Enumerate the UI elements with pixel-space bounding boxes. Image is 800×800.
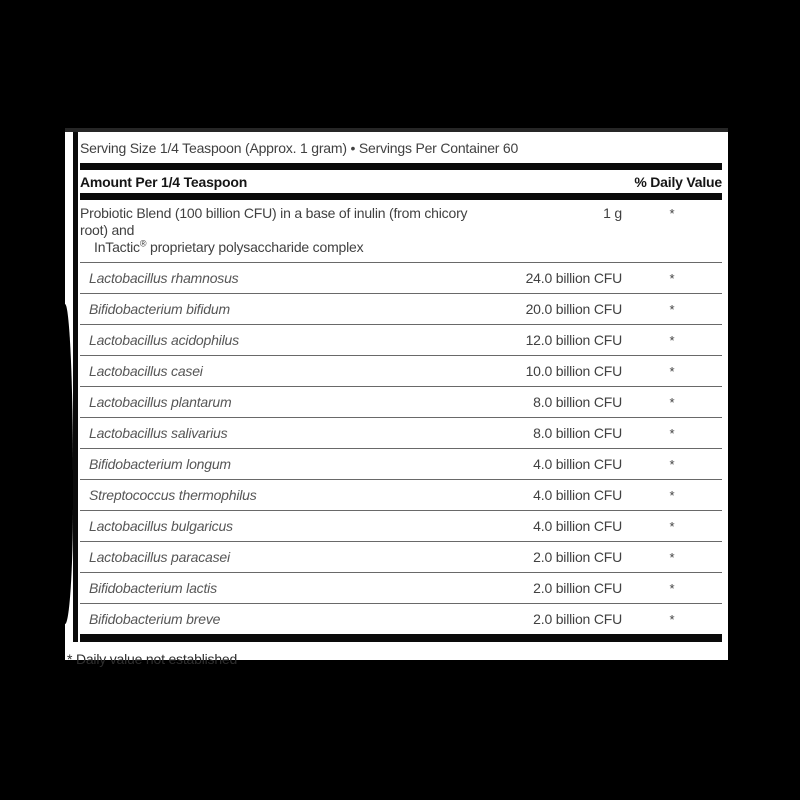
serving-size-line: Serving Size 1/4 Teaspoon (Approx. 1 gram) • Servings Per Container 60 (80, 139, 519, 156)
ingredient-amount: 2.0 billion CFU (533, 548, 622, 565)
ingredient-daily-value: * (669, 394, 675, 410)
blend-name-line2 (80, 239, 492, 256)
thick-rule-top (80, 163, 722, 170)
ingredient-row (80, 387, 722, 418)
ingredient-name: Streptococcus thermophilus (89, 487, 257, 503)
probiotic-blend-name (80, 205, 492, 256)
supplement-facts-label (65, 128, 728, 667)
ingredient-amount: 24.0 billion CFU (525, 269, 622, 286)
daily-value-column-header: % Daily Value (634, 173, 722, 190)
blend-name-line2-rest: proprietary polysaccharide complex (146, 239, 364, 255)
ingredient-name: Lactobacillus plantarum (89, 394, 232, 410)
ingredient-name: Lactobacillus casei (89, 363, 203, 379)
ingredient-amount: 8.0 billion CFU (533, 424, 622, 441)
ingredient-name: Lactobacillus bulgaricus (89, 518, 233, 534)
ingredient-row (80, 356, 722, 387)
blend-amount: 1 g (603, 205, 622, 221)
blend-name-line1: Probiotic Blend (100 billion CFU) in a base of inulin (from chicory root) and (80, 205, 468, 238)
ingredient-amount: 10.0 billion CFU (525, 362, 622, 379)
ingredient-name: Lactobacillus rhamnosus (89, 270, 239, 286)
ingredient-row (80, 542, 722, 573)
ingredient-daily-value: * (669, 270, 675, 286)
ingredient-name: Lactobacillus salivarius (89, 425, 228, 441)
ingredient-name: Lactobacillus paracasei (89, 549, 230, 565)
ingredient-name: Bifidobacterium lactis (89, 580, 217, 596)
ingredient-row (80, 263, 722, 294)
ingredient-daily-value: * (669, 363, 675, 379)
ingredient-daily-value: * (669, 301, 675, 317)
ingredient-amount: 2.0 billion CFU (533, 579, 622, 596)
thick-rule-header (80, 193, 722, 200)
registered-trademark-symbol: ® (139, 238, 147, 249)
label-curl-shadow (65, 304, 73, 624)
ingredient-daily-value: * (669, 456, 675, 472)
table-header-row (80, 170, 722, 193)
ingredient-amount: 12.0 billion CFU (525, 331, 622, 348)
ingredient-daily-value: * (669, 425, 675, 441)
ingredient-row (80, 480, 722, 511)
probiotic-blend-row (80, 200, 722, 263)
ingredient-row (80, 604, 722, 634)
facts-box (73, 132, 728, 642)
ingredient-name: Lactobacillus acidophilus (89, 332, 239, 348)
ingredient-daily-value: * (669, 611, 675, 627)
amount-column-header: Amount Per 1/4 Teaspoon (80, 173, 248, 190)
ingredient-row (80, 573, 722, 604)
ingredient-rows (80, 263, 722, 634)
ingredient-name: Bifidobacterium longum (89, 456, 231, 472)
ingredient-amount: 20.0 billion CFU (525, 300, 622, 317)
ingredient-row (80, 294, 722, 325)
ingredient-name: Bifidobacterium bifidum (89, 301, 230, 317)
ingredient-row (80, 511, 722, 542)
ingredient-row (80, 325, 722, 356)
ingredient-daily-value: * (669, 549, 675, 565)
blend-daily-value: * (669, 206, 675, 221)
thick-rule-bottom (80, 634, 722, 642)
ingredient-amount: 4.0 billion CFU (533, 517, 622, 534)
ingredient-daily-value: * (669, 487, 675, 503)
ingredient-amount: 8.0 billion CFU (533, 393, 622, 410)
ingredient-amount: 4.0 billion CFU (533, 455, 622, 472)
ingredient-amount: 2.0 billion CFU (533, 610, 622, 627)
ingredient-daily-value: * (669, 580, 675, 596)
ingredient-daily-value: * (669, 518, 675, 534)
ingredient-row (80, 418, 722, 449)
blend-brand-name: InTactic (94, 239, 140, 255)
ingredient-daily-value: * (669, 332, 675, 348)
ingredient-row (80, 449, 722, 480)
ingredient-name: Bifidobacterium breve (89, 611, 221, 627)
footnote: * Daily value not established (67, 651, 238, 667)
ingredient-amount: 4.0 billion CFU (533, 486, 622, 503)
